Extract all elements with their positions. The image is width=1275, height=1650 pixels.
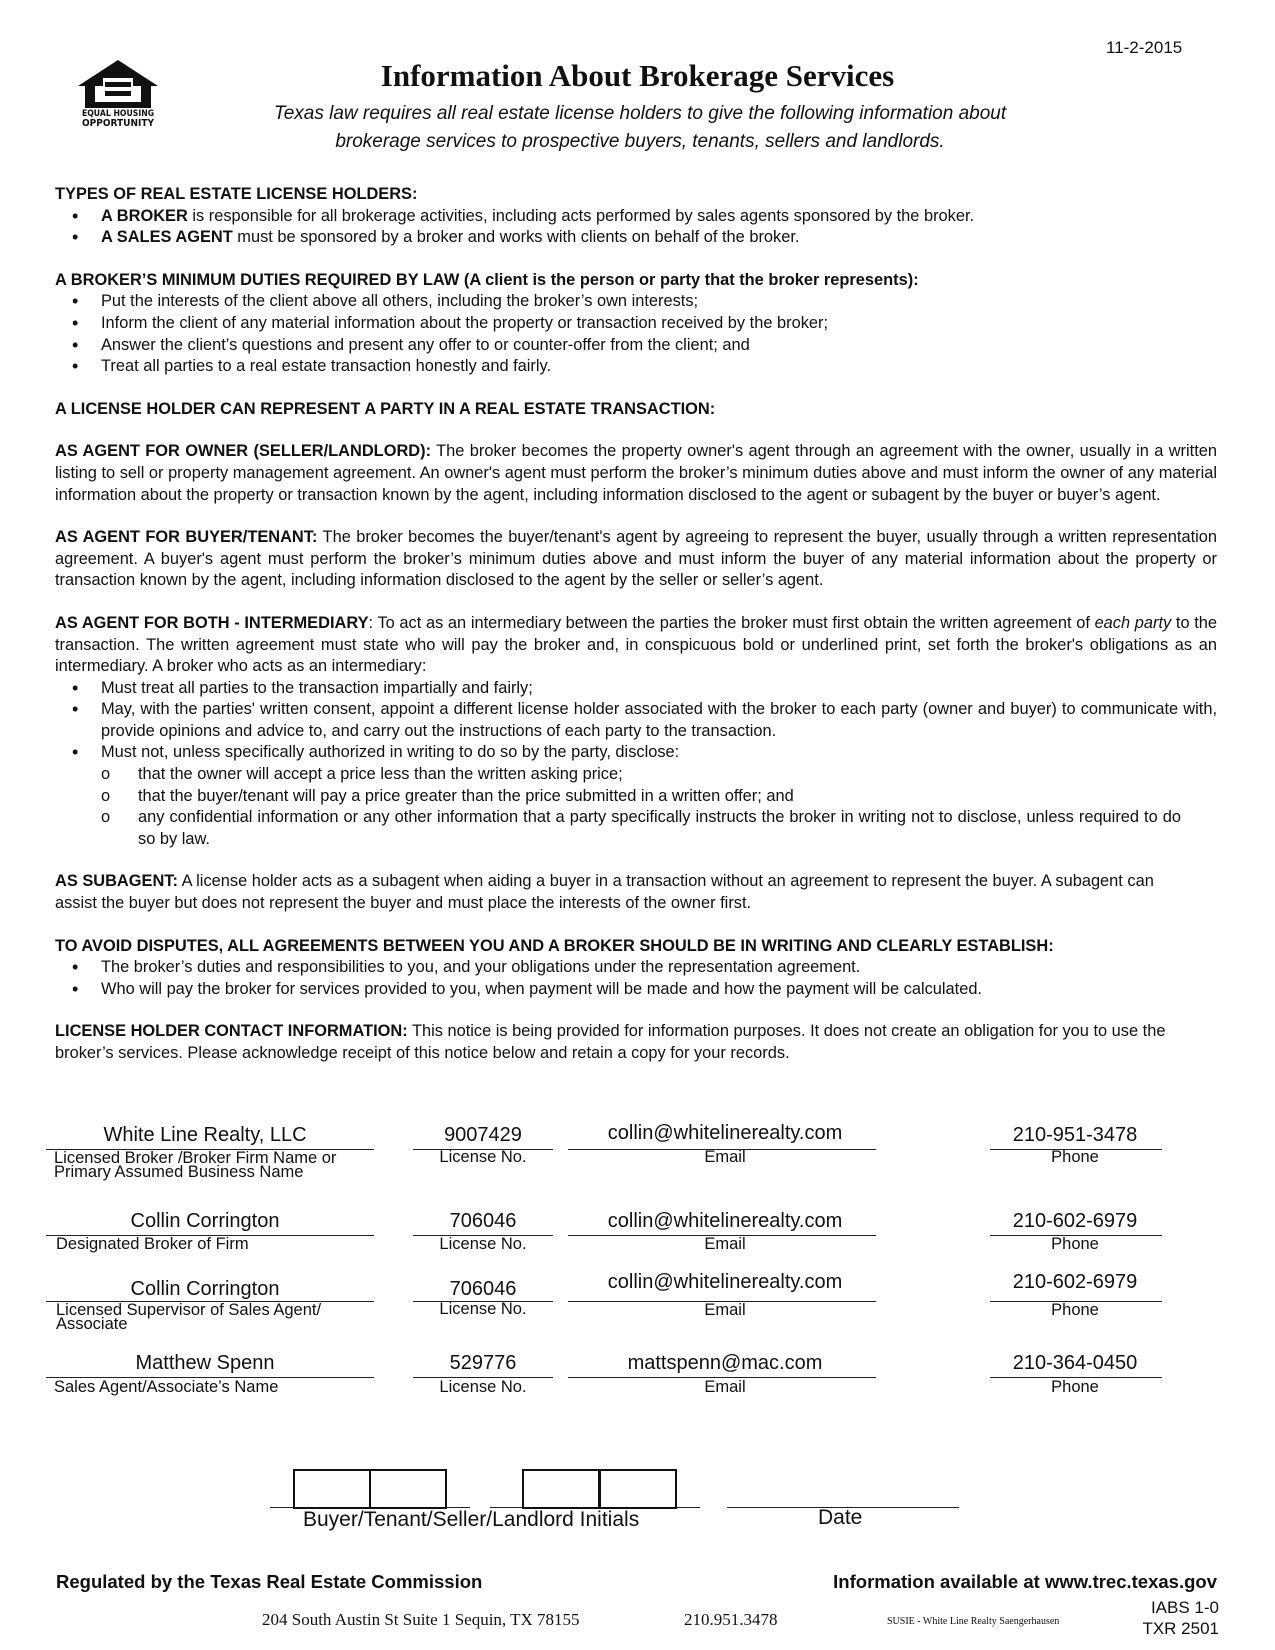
- section-heading-represent: A LICENSE HOLDER CAN REPRESENT A PARTY IN A REAL ESTATE TRANSACTION:: [55, 399, 716, 418]
- section-heading-types: TYPES OF REAL ESTATE LICENSE HOLDERS:: [55, 185, 418, 203]
- subtitle-line-2: brokerage services to prospective buyers, tenants, sellers and landlords.: [335, 131, 945, 152]
- designated-broker-name-field[interactable]: Collin Corrington: [130, 1210, 280, 1232]
- paragraph-text: : To act as an intermediary between the parties the broker must first obtain the written agreement of: [368, 613, 1095, 632]
- supervisor-phone-field[interactable]: 210-602-6979: [1012, 1271, 1138, 1293]
- disputes-list: [55, 957, 1217, 1000]
- sub-list-item: o that the owner will accept a price less than the written asking price;: [55, 764, 1217, 786]
- document-body: [55, 184, 1217, 1065]
- list-item: • May, with the parties' written consent, appoint a different license holder associated with the broker to each party (owner and buyer) to communicate with, provide opinions and advice to, and carry out the instructions of each party to the transaction.: [55, 699, 1217, 742]
- email-label: Email: [704, 1378, 746, 1396]
- list-item: [55, 206, 1217, 228]
- term-sales-agent: A SALES AGENT: [101, 228, 233, 247]
- footer-susie: SUSIE - White Line Realty Saengerhausen: [887, 1616, 1060, 1627]
- license-label: License No.: [439, 1235, 527, 1253]
- date-label: Date: [818, 1506, 863, 1529]
- list-item: • Treat all parties to a real estate transaction honestly and fairly.: [55, 356, 1217, 378]
- heading-agent-for-owner: AS AGENT FOR OWNER (SELLER/LANDLORD):: [55, 442, 432, 461]
- equal-housing-text-2: OPPORTUNITY: [81, 118, 154, 129]
- supervisor-email-field[interactable]: collin@whitelinerealty.com: [607, 1271, 843, 1293]
- designated-broker-label: Designated Broker of Firm: [56, 1235, 249, 1253]
- broker-firm-name-label-2: Primary Assumed Business Name: [54, 1163, 304, 1181]
- designated-broker-email-field[interactable]: collin@whitelinerealty.com: [607, 1210, 843, 1232]
- supervisor-label-1: Licensed Supervisor of Sales Agent/: [56, 1301, 322, 1319]
- paragraph-text: A license holder acts as a subagent when aiding a buyer in a transaction without an agreement to represent the buyer. A subagent can assist the buyer but does not represent the buyer and must place the interests of the owner first.: [55, 872, 1154, 913]
- phone-label: Phone: [1051, 1301, 1099, 1319]
- sub-list-item: o any confidential information or any other information that a party specifically instructs the broker in writing not to disclose, unless required to do so by law.: [55, 807, 1217, 850]
- initials-box-1[interactable]: [293, 1469, 371, 1509]
- initials-label: Buyer/Tenant/Seller/Landlord Initials: [303, 1508, 640, 1531]
- form-date: 11-2-2015: [1106, 38, 1183, 57]
- footer-info-link[interactable]: Information available at www.trec.texas.gov: [833, 1571, 1217, 1592]
- broker-firm-name-field[interactable]: White Line Realty, LLC: [103, 1124, 307, 1146]
- sub-list-item: o that the buyer/tenant will pay a price greater than the price submitted in a written offer; and: [55, 786, 1217, 808]
- supervisor-license-field[interactable]: 706046: [449, 1278, 517, 1300]
- list-item: • Put the interests of the client above all others, including the broker’s own interests;: [55, 291, 1217, 313]
- list-item: • Must not, unless specifically authorized in writing to do so by the party, disclose:: [55, 742, 1217, 764]
- initials-box-3[interactable]: [522, 1469, 600, 1509]
- section-heading-disputes: TO AVOID DISPUTES, ALL AGREEMENTS BETWEEN YOU AND A BROKER SHOULD BE IN WRITING AND CLEARLY ESTABLISH:: [55, 936, 1054, 955]
- license-label: License No.: [439, 1148, 527, 1166]
- section-heading-duties: A BROKER’S MINIMUM DUTIES REQUIRED BY LAW (A client is the person or party that the broker represents):: [55, 270, 919, 289]
- page-subtitle: [210, 100, 1070, 156]
- subtitle-line-1: Texas law requires all real estate license holders to give the following information about: [273, 103, 1007, 124]
- footer-form-code-2: TXR 2501: [1142, 1619, 1219, 1638]
- paragraph-text: This notice is being provided for information purposes. It does not create an obligation for you to use the broker’s services. Please acknowledge receipt of this notice below and retain a copy for your records.: [55, 1022, 1166, 1062]
- list-item: [55, 227, 1217, 249]
- phone-label: Phone: [1051, 1235, 1099, 1253]
- email-label: Email: [704, 1301, 746, 1319]
- list-item: • The broker’s duties and responsibilities to you, and your obligations under the representation agreement.: [55, 957, 1217, 979]
- list-item: • Inform the client of any material information about the property or transaction received by the broker;: [55, 313, 1217, 335]
- paragraph-text: to the transaction. The written agreement must state who will pay the broker and, in conspicuous bold or underlined print, set forth the broker's obligations as an intermediary. A broker who acts as an intermediary:: [55, 613, 1218, 676]
- emphasis-each-party: each party: [1094, 613, 1172, 632]
- email-label: Email: [704, 1148, 746, 1166]
- paragraph-text: The broker becomes the buyer/tenant's agent by agreeing to represent the buyer, usually through a written representation agreement. A buyer's agent must perform the broker’s minimum duties above and must inform the buyer of any material information about the property or transaction known by the agent, including information disclosed to the agent by the seller or seller’s agent.: [55, 528, 1218, 590]
- heading-subagent: AS SUBAGENT:: [55, 872, 178, 891]
- sales-agent-label: Sales Agent/Associate’s Name: [54, 1378, 279, 1396]
- sales-agent-email-field[interactable]: mattspenn@mac.com: [627, 1352, 823, 1374]
- initials-box-2[interactable]: [369, 1469, 447, 1509]
- paragraph-agent-for-owner: [55, 441, 1217, 506]
- list-item: • Must treat all parties to the transaction impartially and fairly;: [55, 678, 1217, 700]
- broker-firm-email-field[interactable]: collin@whitelinerealty.com: [607, 1122, 843, 1144]
- email-label: Email: [704, 1235, 746, 1253]
- broker-firm-phone-field[interactable]: 210-951-3478: [1012, 1124, 1138, 1146]
- term-broker: A BROKER: [101, 206, 188, 225]
- paragraph-intermediary: [55, 613, 1217, 678]
- license-label: License No.: [439, 1378, 527, 1396]
- footer-form-code-1: IABS 1-0: [1150, 1598, 1219, 1617]
- intermediary-sublist: [55, 764, 1217, 850]
- designated-broker-license-field[interactable]: 706046: [449, 1210, 517, 1232]
- footer-regulated: Regulated by the Texas Real Estate Commission: [56, 1571, 483, 1592]
- list-item-text: must be sponsored by a broker and works with clients on behalf of the broker.: [232, 228, 800, 247]
- list-item-text: is responsible for all brokerage activities, including acts performed by sales agents sponsored by the broker.: [187, 206, 975, 225]
- phone-label: Phone: [1051, 1148, 1099, 1166]
- paragraph-text: The broker becomes the property owner's agent through an agreement with the owner, usually in a written listing to sell or property management agreement. An owner's agent must perform the broker’s minimum duties above and must inform the owner of any material information about the property or transaction known by the agent, including information disclosed to the agent or subagent by the buyer or buyer’s agent.: [55, 442, 1217, 504]
- page-title: Information About Brokerage Services: [380, 58, 895, 93]
- paragraph-agent-for-buyer: [55, 527, 1217, 592]
- list-item: • Answer the client’s questions and present any offer to or counter-offer from the client; and: [55, 335, 1217, 357]
- supervisor-label-2: Associate: [56, 1315, 128, 1333]
- equal-housing-text-1: EQUAL HOUSING: [81, 109, 155, 119]
- designated-broker-phone-field[interactable]: 210-602-6979: [1012, 1210, 1138, 1232]
- intermediary-list: [55, 678, 1217, 764]
- heading-agent-for-buyer: AS AGENT FOR BUYER/TENANT:: [55, 528, 318, 547]
- sales-agent-license-field[interactable]: 529776: [449, 1352, 517, 1374]
- initials-box-4[interactable]: [599, 1469, 677, 1509]
- license-label: License No.: [439, 1300, 527, 1318]
- heading-contact-info: LICENSE HOLDER CONTACT INFORMATION:: [55, 1022, 408, 1041]
- phone-label: Phone: [1051, 1378, 1099, 1396]
- footer-phone: 210.951.3478: [684, 1610, 778, 1629]
- broker-firm-name-label-1: Licensed Broker /Broker Firm Name or: [54, 1149, 337, 1167]
- paragraph-subagent: [55, 871, 1217, 914]
- footer-address: 204 South Austin St Suite 1 Sequin, TX 78155: [262, 1610, 580, 1629]
- list-item: • Who will pay the broker for services provided to you, when payment will be made and how the payment will be calculated.: [55, 979, 1217, 1001]
- types-list: [55, 206, 1217, 249]
- broker-firm-license-field[interactable]: 9007429: [444, 1124, 522, 1146]
- duties-list: [55, 291, 1217, 377]
- sales-agent-phone-field[interactable]: 210-364-0450: [1012, 1352, 1138, 1374]
- supervisor-name-field[interactable]: Collin Corrington: [130, 1278, 280, 1300]
- paragraph-contact-info: [55, 1021, 1217, 1064]
- sales-agent-name-field[interactable]: Matthew Spenn: [135, 1352, 275, 1374]
- heading-intermediary: AS AGENT FOR BOTH - INTERMEDIARY: [55, 613, 369, 632]
